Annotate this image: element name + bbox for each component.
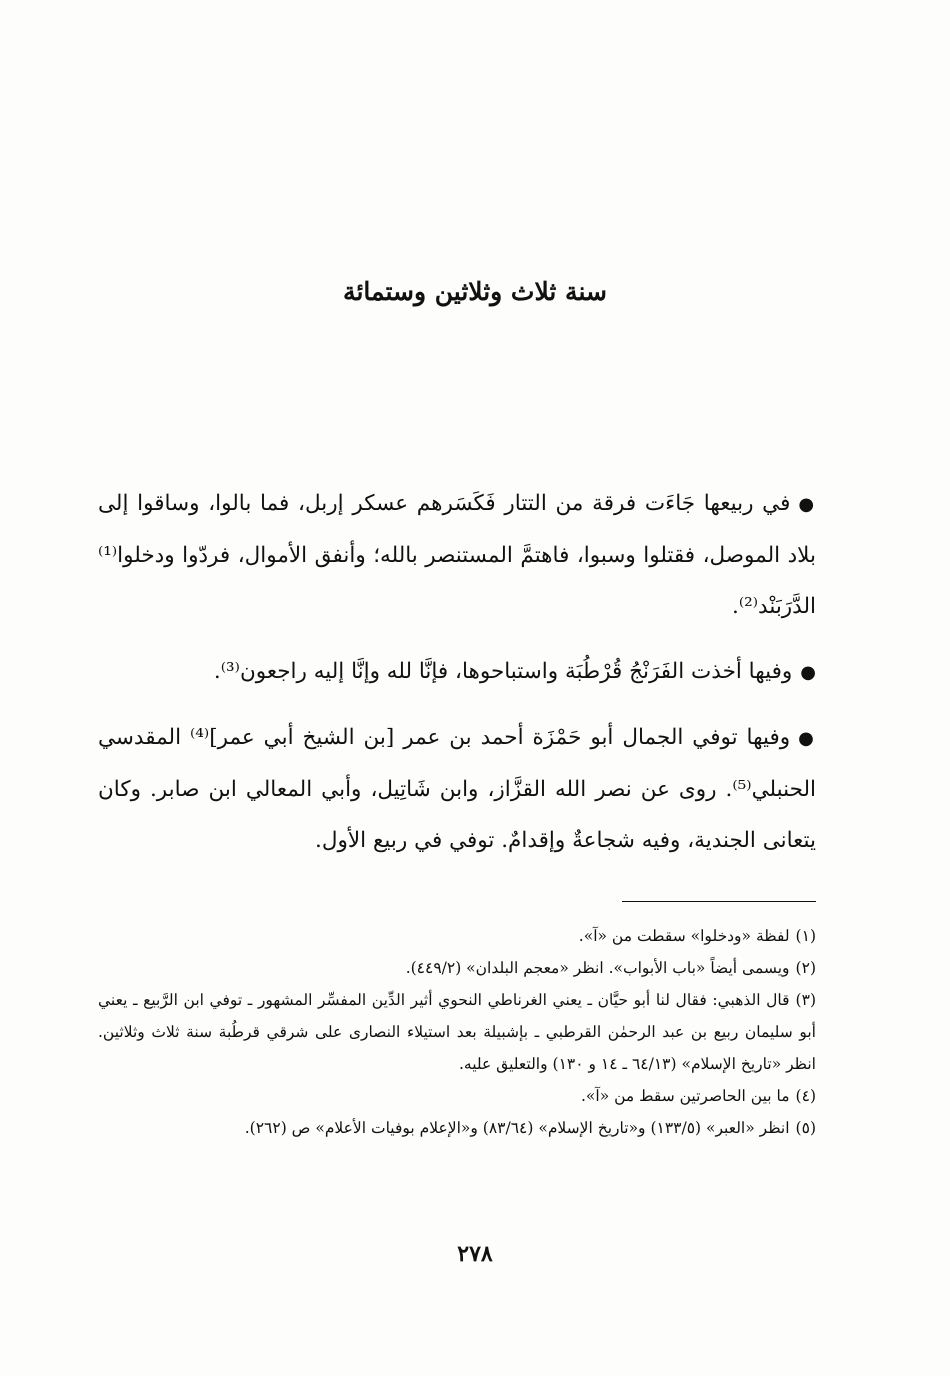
footnote-number: (٥) bbox=[795, 1119, 816, 1137]
footnote-text: ما بين الحاصرتين سقط من «آ». bbox=[580, 1087, 790, 1105]
paragraph-2 bbox=[98, 646, 816, 698]
footnote-text: انظر «العبر» (١٣٣/٥) و«تاريخ الإسلام» (٨٣/٦٤) و«الإعلام بوفيات الأعلام» ص (٢٦٢). bbox=[244, 1119, 790, 1137]
bullet-icon: ● bbox=[800, 662, 816, 683]
paragraph-1 bbox=[98, 478, 816, 632]
footnote-3 bbox=[98, 984, 816, 1080]
footnote-2 bbox=[98, 952, 816, 984]
footnotes bbox=[98, 920, 816, 1144]
bullet-icon: ● bbox=[798, 494, 816, 515]
footnote-text: قال الذهبي: فقال لنا أبو حيَّان ـ يعني الغرناطي النحوي أثير الدِّين المفسِّر المشهور ـ توفي ابن الرَّبيع ـ يعني أبو سليمان ربيع بن عبد الرحمٰن القرطبي ـ بإشبيلة بعد استيلاء النصارى على شرقي قرطُبة سنة ثلاث وثلاثين. انظر «تاريخ الإسلام» (٦٤/١٣ ـ ١٤ و ١٣٠) والتعليق عليه. bbox=[98, 991, 816, 1073]
footnote-5 bbox=[98, 1112, 816, 1144]
footnote-text: ويسمى أيضاً «باب الأبواب». انظر «معجم البلدان» (٤٤٩/٢). bbox=[405, 959, 790, 977]
footnote-number: (٤) bbox=[795, 1087, 816, 1105]
paragraph-3 bbox=[98, 712, 816, 866]
footnote-4 bbox=[98, 1080, 816, 1112]
footnote-number: (١) bbox=[795, 927, 816, 945]
main-text bbox=[98, 478, 816, 880]
footnote-1 bbox=[98, 920, 816, 952]
page-number: ٢٧٨ bbox=[457, 1241, 493, 1267]
paragraph-text: وفيها توفي الجمال أبو حَمْزَة أحمد بن عمر [بن الشيخ أبي عمر]⁽⁴⁾ المقدسي الحنبلي⁽⁵⁾. روى عن نصر الله القزَّاز، وابن شَاتِيل، وأبي المعالي ابن صابر. وكان يتعانى الجندية، وفيه شجاعةٌ وإقدامٌ. توفي في ربيع الأول. bbox=[98, 725, 816, 853]
paragraph-text: في ربيعها جَاءَت فرقة من التتار فَكَسَرهم عسكر إربل، فما بالوا، وساقوا إلى بلاد الموصل، فقتلوا وسبوا، فاهتمَّ المستنصر بالله؛ وأنفق الأموال، فردّوا ودخلوا⁽¹⁾ الدَّرَبَنْد⁽²⁾. bbox=[98, 491, 816, 619]
bullet-icon: ● bbox=[798, 728, 816, 749]
paragraph-text: وفيها أخذت الفَرَنْجُ قُرْطُبَة واستباحوها، فإنَّا لله وإنَّا إليه راجعون⁽³⁾. bbox=[213, 659, 793, 684]
footnote-number: (٢) bbox=[795, 959, 816, 977]
footnote-text: لفظة «ودخلوا» سقطت من «آ». bbox=[578, 927, 790, 945]
footnote-number: (٣) bbox=[795, 991, 816, 1009]
footnote-divider bbox=[622, 901, 816, 902]
chapter-title: سنة ثلاث وثلاثين وستمائة bbox=[343, 277, 607, 306]
